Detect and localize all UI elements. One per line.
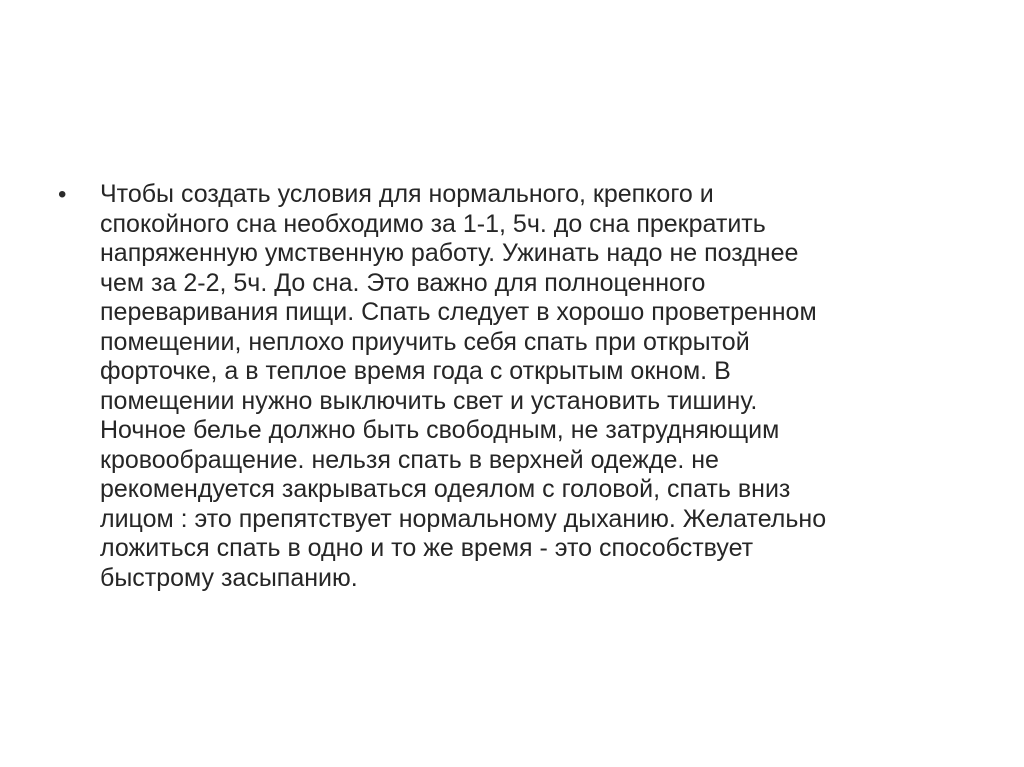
paragraph-line: помещении нужно выключить свет и установить тишину. [100, 386, 758, 415]
paragraph-line: переваривания пищи. Спать следует в хорошо проветренном [100, 298, 817, 326]
paragraph-line: лицом : это препятствует нормальному дыханию. Желательно [100, 504, 827, 533]
paragraph-line: быстрому засыпанию. [100, 563, 358, 592]
paragraph-line: Чтобы создать условия для нормального, крепкого и [100, 180, 714, 208]
bullet-paragraph [100, 180, 956, 593]
bullet-item [56, 180, 956, 593]
paragraph-line: Ночное белье должно быть свободным, не затрудняющим [100, 416, 780, 444]
paragraph-line: спокойного сна необходимо за 1-1, 5ч. до сна прекратить [100, 209, 766, 238]
paragraph-line: рекомендуется закрываться одеялом с головой, спать вниз [100, 475, 791, 503]
paragraph-line: ложиться спать в одно и то же время - это способствует [100, 534, 754, 562]
paragraph-line: кровообращение. нельзя спать в верхней одежде. не [100, 445, 719, 474]
paragraph-line: форточке, а в теплое время года с открытым окном. В [100, 357, 731, 385]
paragraph-line: напряженную умственную работу. Ужинать надо не позднее [100, 239, 799, 267]
bullet-marker: • [58, 181, 67, 208]
paragraph-line: чем за 2-2, 5ч. До сна. Это важно для полноценного [100, 268, 706, 297]
paragraph-line: помещении, неплохо приучить себя спать при открытой [100, 327, 750, 356]
